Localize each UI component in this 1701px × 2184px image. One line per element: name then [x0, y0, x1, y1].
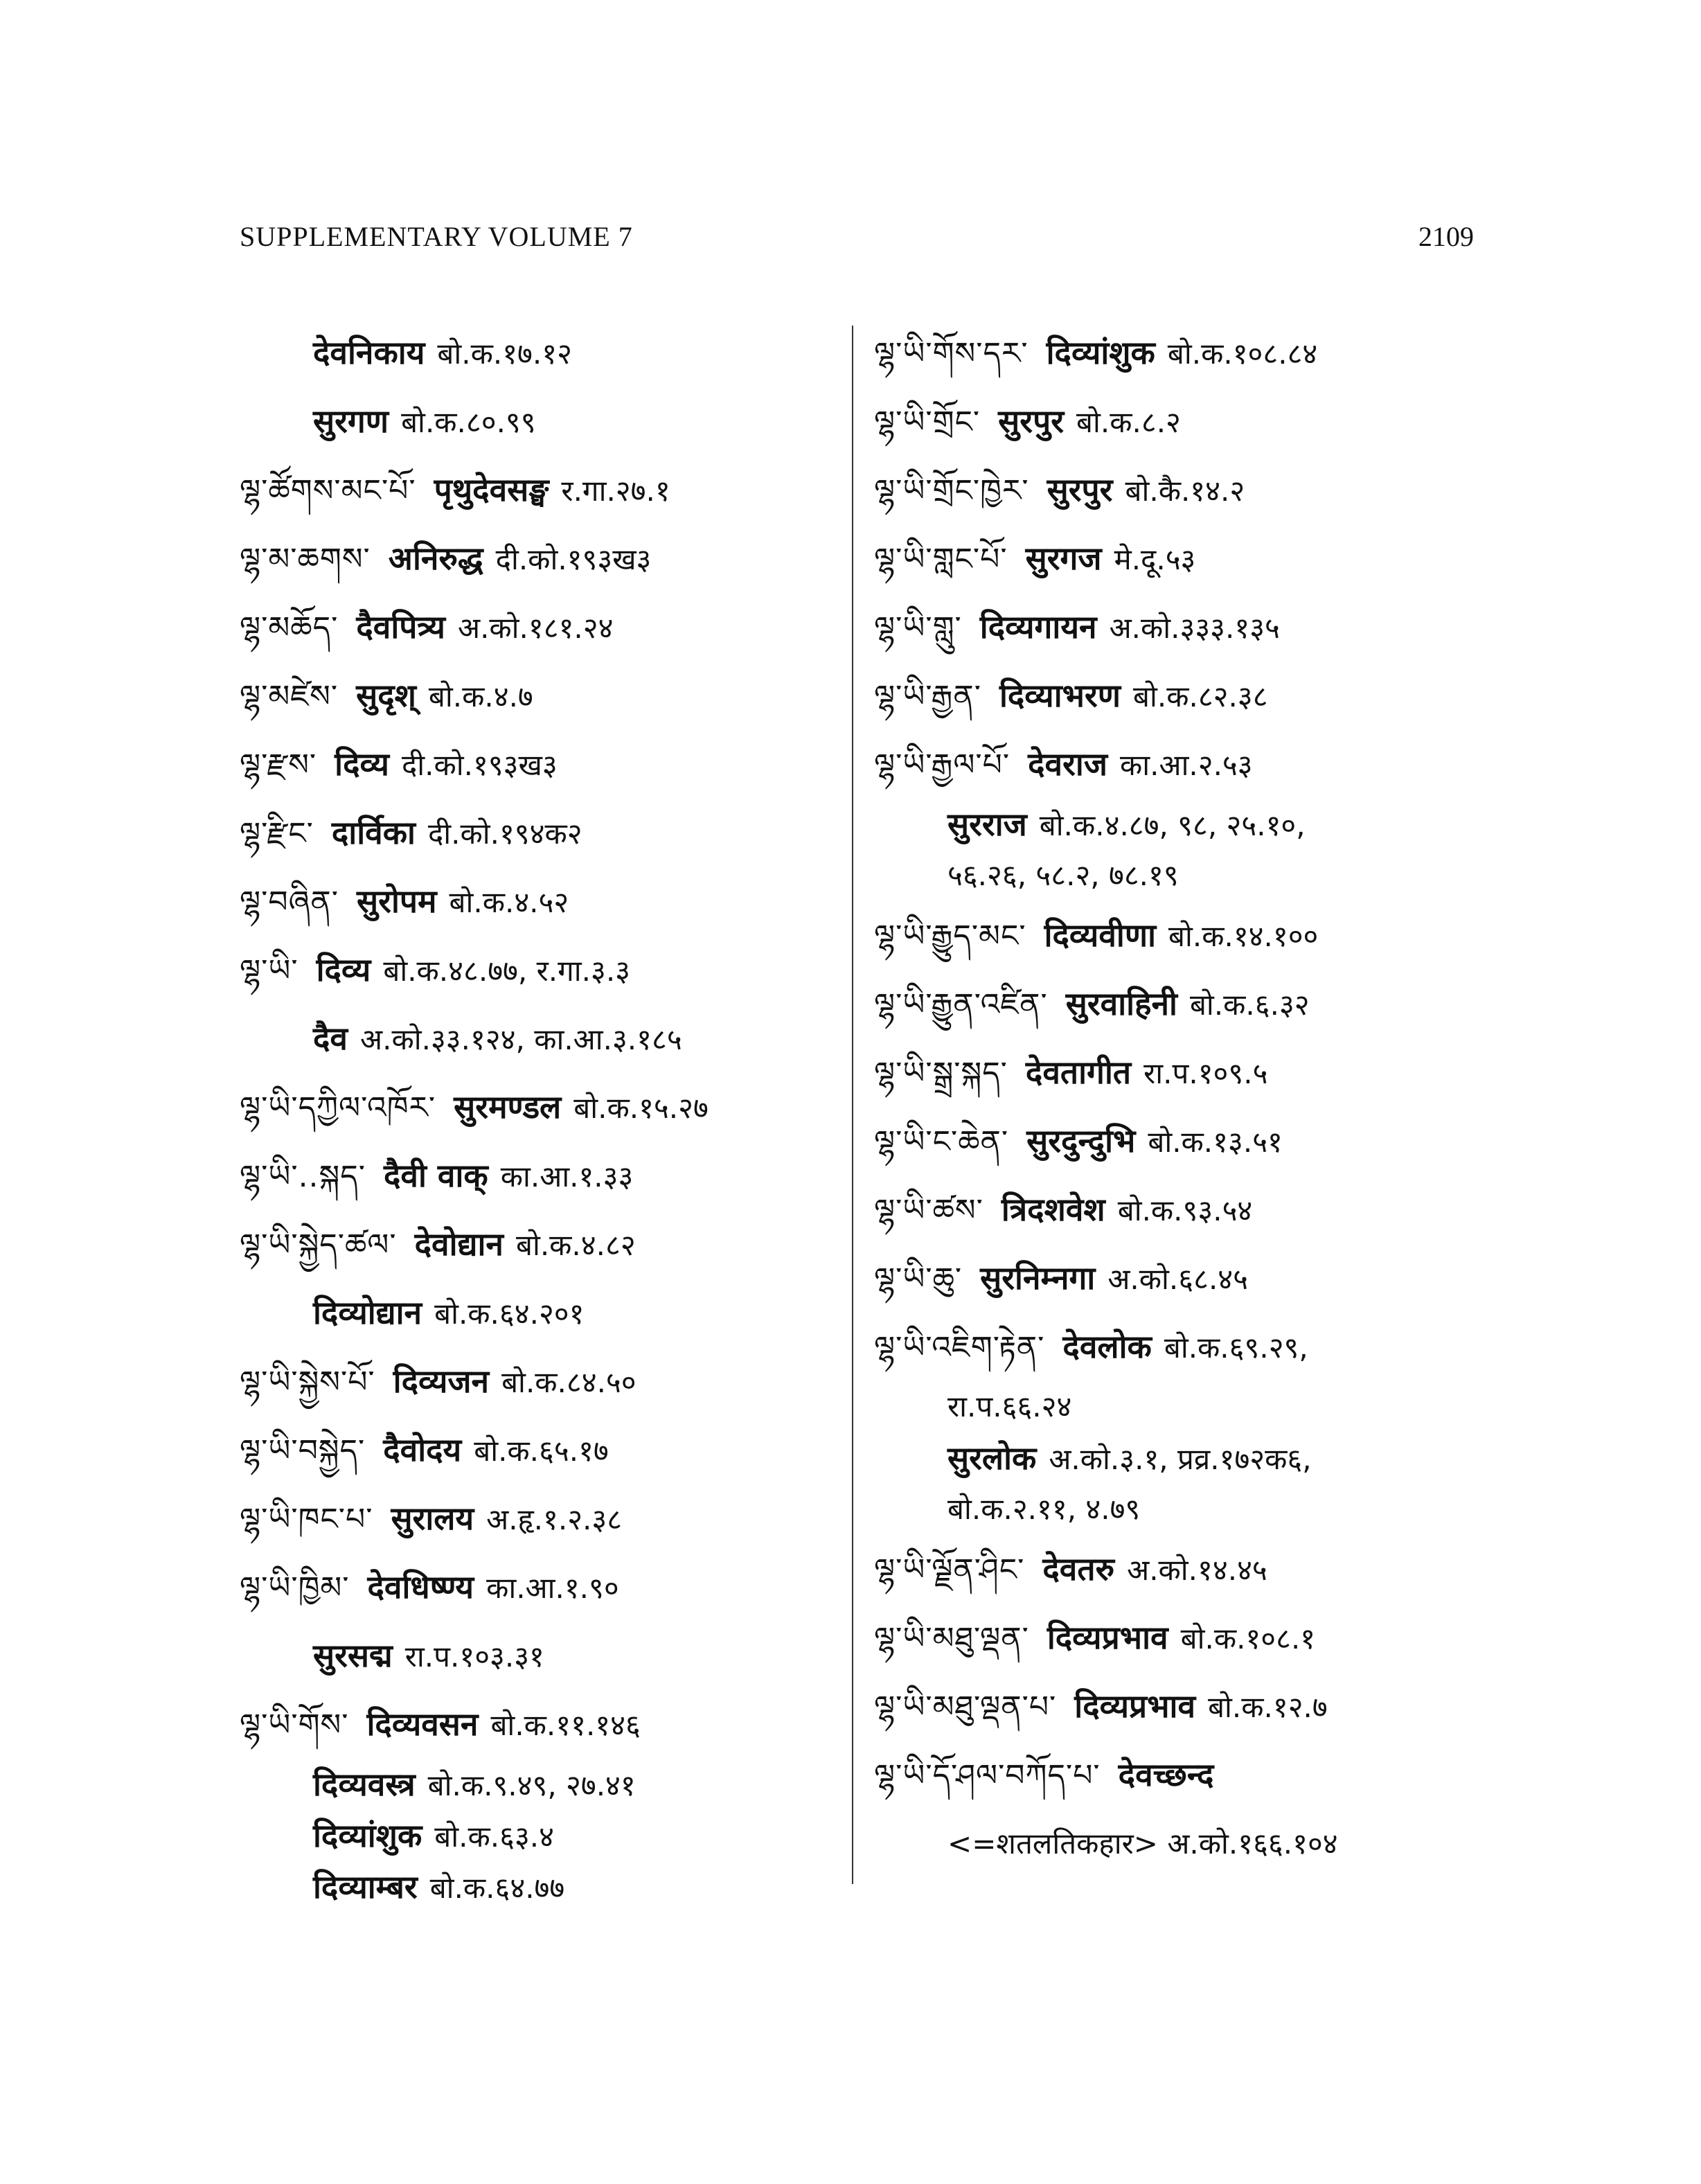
dictionary-entry [240, 1861, 835, 1912]
tibetan-headword: ལྷ་ཡི་ལྗོན་ཤིང་ [874, 1552, 1025, 1588]
sanskrit-equivalent: अनिरुद्ध [388, 540, 483, 577]
source-reference: का.आ.१.३३ [500, 1160, 634, 1193]
source-reference: बो.क.१५.२७ [573, 1091, 709, 1125]
sanskrit-equivalent: दिव्यवसन [366, 1705, 479, 1743]
source-reference: बो.क.२.११, ४.७९ [947, 1492, 1141, 1526]
tibetan-headword: ལྷ་ཚོགས་མང་པོ་ [240, 473, 416, 508]
sanskrit-equivalent: देवच्छन्द [1118, 1756, 1214, 1793]
sanskrit-equivalent: सुरपुर [1047, 471, 1113, 508]
dictionary-entry [874, 662, 1470, 730]
tibetan-headword: ལྷ་ཡི་སྐྱེད་ཚལ་ [240, 1227, 397, 1263]
sanskrit-equivalent: दिव्याम्बर [313, 1868, 418, 1906]
sanskrit-equivalent: सुरनिम्नगा [980, 1259, 1096, 1297]
dictionary-entry [240, 1347, 835, 1416]
source-reference: रा.प.६६.२४ [947, 1390, 1072, 1423]
tibetan-headword: ལྷ་ཡི་ཆུ་ [874, 1261, 963, 1297]
dictionary-entry [240, 1759, 835, 1810]
source-reference: र.गा.२७.१ [561, 474, 670, 508]
sanskrit-equivalent: दैव [313, 1020, 348, 1057]
tibetan-headword: ལྷ་ཡི་རྒྱལ་པོ་ [874, 747, 1010, 783]
sanskrit-equivalent: देवराज [1028, 745, 1107, 783]
sanskrit-equivalent: दिव्योद्यान [313, 1294, 422, 1331]
dictionary-entry [874, 1604, 1470, 1672]
sanskrit-equivalent: दार्विका [331, 814, 416, 851]
source-reference: बो.क.४.५२ [449, 885, 569, 919]
dictionary-entry [240, 1553, 835, 1622]
sanskrit-equivalent: देवलोक [1062, 1328, 1152, 1365]
tibetan-headword: ལྷ་ཡི་གྲོང་ [874, 405, 981, 440]
sanskrit-equivalent: सुरालय [391, 1500, 474, 1537]
dictionary-entry [874, 1107, 1470, 1175]
sanskrit-equivalent: सुरमण्डल [454, 1088, 562, 1126]
dictionary-entry [874, 1672, 1470, 1741]
dictionary-entry [240, 1622, 835, 1690]
sanskrit-equivalent: दिव्यप्रभाव [1074, 1687, 1196, 1725]
source-reference: ५६.२६, ५८.२, ७८.१९ [947, 858, 1179, 892]
sanskrit-equivalent: सुरसद्म [313, 1637, 393, 1674]
tibetan-headword: ལྷ་ཡི་ང་ཆེན་ [874, 1124, 1009, 1160]
source-reference: बो.क.४८.७७, र.गा.३.३ [383, 954, 631, 988]
dictionary-entry [240, 593, 835, 662]
tibetan-headword: ལྷ་ཡི་བསྐྱེད་ [240, 1433, 366, 1468]
sanskrit-equivalent: दैवोदय [383, 1431, 462, 1468]
source-reference: बो.क.६५.१७ [474, 1434, 609, 1468]
dictionary-entry [240, 1484, 835, 1553]
dictionary-entry [240, 319, 835, 387]
tibetan-headword: ལྷ་ཡི་གྲོང་ཁྱེར་ [874, 473, 1029, 508]
dictionary-entry [874, 387, 1470, 456]
tibetan-headword: ལྷ་མཆོད་ [240, 610, 339, 646]
dictionary-entry [874, 1809, 1470, 1878]
dictionary-entry [874, 1244, 1470, 1313]
source-reference: अ.को.६८.४५ [1107, 1262, 1248, 1296]
dictionary-entry [874, 1484, 1470, 1535]
sanskrit-equivalent: दिव्य [316, 951, 371, 988]
source-reference: बो.क.१४.१०० [1168, 919, 1319, 953]
dictionary-entry [240, 1142, 835, 1210]
tibetan-headword: ལྷ་ཡི་མཐུ་ལྡན་ [874, 1621, 1029, 1656]
tibetan-headword: ལྷ་ཡི་ [240, 953, 299, 988]
tibetan-headword: ལྷ་རྫིང་ [240, 816, 314, 851]
left-column [240, 319, 835, 1912]
source-reference: रा.प.१०३.३१ [404, 1640, 544, 1673]
source-reference: दी.को.१९४क२ [427, 817, 582, 851]
sanskrit-equivalent: दिव्यगायन [979, 608, 1097, 646]
source-reference: बो.क.९३.५४ [1117, 1193, 1253, 1227]
source-reference: बो.क.८४.५० [501, 1365, 636, 1399]
tibetan-headword: ལྷ་ཡི་ཁང་པ་ [240, 1502, 373, 1537]
source-reference: दी.को.१९३ख३ [401, 748, 558, 782]
source-reference: दी.को.१९३ख३ [495, 542, 652, 576]
sanskrit-equivalent: दिव्यजन [393, 1362, 490, 1400]
tibetan-headword: ལྷ་ཡི་ཚས་ [874, 1193, 983, 1228]
dictionary-entry [240, 1279, 835, 1347]
source-reference: बो.क.१०८.१ [1180, 1622, 1316, 1655]
right-column [874, 319, 1470, 1878]
source-reference: का.आ.१.९० [486, 1571, 619, 1605]
running-header: SUPPLEMENTARY VOLUME 7 [240, 221, 633, 252]
dictionary-entry [240, 1073, 835, 1142]
source-reference: बो.कै.१४.२ [1125, 474, 1245, 508]
dictionary-entry [874, 1313, 1470, 1381]
dictionary-entry [874, 1432, 1470, 1484]
source-reference: बो.क.६४.७७ [429, 1871, 565, 1905]
source-reference: अ.को.३३३.१३५ [1109, 611, 1280, 645]
source-reference: बो.क.४.७ [428, 680, 533, 713]
tibetan-headword: ལྷ་མཛེས་ [240, 679, 339, 714]
sanskrit-equivalent: दिव्याभरण [999, 677, 1121, 714]
dictionary-entry [874, 850, 1470, 901]
dictionary-entry [240, 799, 835, 867]
dictionary-entry [874, 319, 1470, 387]
dictionary-entry [874, 456, 1470, 524]
tibetan-headword: ལྷ་བཞིན་ [240, 885, 339, 920]
tibetan-headword: ལྷ་ཡི་གླུ་ [874, 610, 962, 646]
tibetan-headword: ལྷ་ཡི་ཁྱིམ་ [240, 1570, 350, 1606]
source-reference: मे.दू.५३ [1114, 542, 1196, 576]
sanskrit-equivalent: दिव्यांशुक [1046, 334, 1155, 371]
sanskrit-equivalent: दैवी वाक् [383, 1157, 488, 1194]
dictionary-entry [874, 593, 1470, 662]
dictionary-entry [240, 1210, 835, 1279]
dictionary-entry [874, 524, 1470, 593]
dictionary-entry [240, 1690, 835, 1759]
dictionary-entry [874, 970, 1470, 1038]
source-reference: अ.हृ.१.२.३८ [486, 1502, 623, 1536]
dictionary-entry [240, 524, 835, 593]
source-reference: अ.को.१४.४५ [1127, 1553, 1267, 1587]
sanskrit-equivalent: सुरवाहिनी [1065, 985, 1177, 1022]
sanskrit-equivalent: दैवपित्र्य [356, 608, 445, 646]
source-reference: <=शतलतिकहार> अ.को.१६६.१०४ [947, 1827, 1338, 1861]
sanskrit-equivalent: दिव्यवीणा [1044, 916, 1156, 954]
source-reference: बो.क.४.८२ [515, 1228, 636, 1262]
tibetan-headword: ལྷ་ཡི་རྒྱན་ [874, 679, 981, 714]
dictionary-entry [874, 1038, 1470, 1107]
sanskrit-equivalent: सुदृश् [356, 677, 416, 714]
source-reference: बो.क.८०.९९ [401, 405, 536, 439]
dictionary-entry [874, 1535, 1470, 1604]
tibetan-headword: ལྷ་ཡི་རྒྱུན་འཛིན་ [874, 987, 1048, 1022]
sanskrit-equivalent: सुरदुन्दुभि [1026, 1122, 1136, 1160]
tibetan-headword: ལྷ་ཡི་གླང་པོ་ [874, 542, 1008, 577]
source-reference: रा.प.१०९.५ [1143, 1056, 1268, 1090]
source-reference: अ.को.१८१.२४ [457, 611, 614, 645]
source-reference: अ.को.३३.१२४, का.आ.३.१८५ [360, 1022, 682, 1056]
sanskrit-equivalent: सुरलोक [947, 1439, 1037, 1477]
sanskrit-equivalent: पृथुदेवसङ्घ [434, 471, 549, 508]
sanskrit-equivalent: त्रिदशवेश [1001, 1191, 1105, 1228]
sanskrit-equivalent: दिव्य [335, 745, 389, 783]
dictionary-entry [240, 662, 835, 730]
source-reference: अ.को.३.१, प्रव्र.१७२क६, [1049, 1442, 1312, 1476]
tibetan-headword: ལྷ་ཡི་དཀྱིལ་འཁོར་ [240, 1090, 436, 1126]
dictionary-entry [240, 456, 835, 524]
source-reference: बो.क.१३.५१ [1148, 1125, 1283, 1159]
source-reference: बो.क.८२.३८ [1133, 680, 1268, 713]
source-reference: बो.क.६४.२०१ [434, 1297, 585, 1331]
source-reference: बो.क.१२.७ [1208, 1690, 1328, 1724]
sanskrit-equivalent: देवोद्यान [414, 1225, 504, 1263]
source-reference: बो.क.४.८७, ९८, २५.१०, [1039, 808, 1306, 842]
dictionary-entry [874, 799, 1470, 850]
tibetan-headword: ལྷ་ཡི་སྒྲ་སྐད་ [874, 1056, 1008, 1091]
dictionary-entry [240, 1004, 835, 1073]
tibetan-headword: ལྷ་ཡི་གོས་དར་ [874, 336, 1028, 371]
dictionary-entry [240, 387, 835, 456]
source-reference: बो.क.६३.४ [434, 1820, 554, 1854]
dictionary-entry [240, 936, 835, 1004]
tibetan-headword: ལྷ་ཡི་རྒྱུད་མང་ [874, 918, 1026, 954]
column-divider [852, 326, 853, 1884]
tibetan-headword: ལྷ་མ་ཆགས་ [240, 542, 371, 577]
sanskrit-equivalent: दिव्यांशुक [313, 1817, 422, 1854]
sanskrit-equivalent: सुरगज [1025, 540, 1102, 577]
source-reference: बो.क.८.२ [1076, 405, 1181, 439]
source-reference: बो.क.६९.२९, [1164, 1331, 1308, 1365]
sanskrit-equivalent: सुरपुर [998, 402, 1065, 440]
source-reference: बो.क.६.३२ [1189, 988, 1310, 1022]
dictionary-entry [240, 730, 835, 799]
tibetan-headword: ལྷ་ཡི་སྐྱེས་པོ་ [240, 1365, 375, 1400]
source-reference: का.आ.२.५३ [1119, 748, 1253, 782]
dictionary-entry [240, 1416, 835, 1484]
sanskrit-equivalent: दिव्यवस्त्र [313, 1766, 416, 1803]
dictionary-entry [240, 1810, 835, 1861]
sanskrit-equivalent: देवधिष्ण्य [367, 1568, 474, 1606]
dictionary-entry [874, 730, 1470, 799]
dictionary-entry [240, 867, 835, 936]
sanskrit-equivalent: सुरोपम [357, 882, 437, 920]
sanskrit-equivalent: सुरराज [947, 806, 1027, 843]
tibetan-headword: ལྷ་ཡི་འཇིག་རྟེན་ [874, 1330, 1045, 1365]
dictionary-entry [874, 1741, 1470, 1809]
dictionary-entry [874, 901, 1470, 970]
tibetan-headword: ལྷ་ཡི་དོ་ཤལ་བཀོད་པ་ [874, 1758, 1101, 1793]
sanskrit-equivalent: देवनिकाय [313, 334, 425, 371]
tibetan-headword: ལྷ་ཡི་མཐུ་ལྡན་པ་ [874, 1689, 1057, 1725]
sanskrit-equivalent: देवतरु [1042, 1550, 1115, 1588]
page-number: 2109 [1418, 221, 1474, 252]
source-reference: बो.क.१७.१२ [437, 337, 572, 371]
source-reference: बो.क.९.४९, २७.४१ [427, 1768, 636, 1802]
tibetan-headword: ལྷ་རྫས་ [240, 747, 317, 783]
dictionary-entry [874, 1381, 1470, 1432]
tibetan-headword: ལྷ་ཡི་..སྐད་ [240, 1159, 366, 1194]
tibetan-headword: ལྷ་ཡི་གོས་ [240, 1707, 349, 1743]
sanskrit-equivalent: सुरगण [313, 402, 389, 440]
dictionary-entry [874, 1175, 1470, 1244]
sanskrit-equivalent: दिव्यप्रभाव [1047, 1619, 1168, 1656]
source-reference: बो.क.११.१४६ [490, 1708, 641, 1742]
source-reference: बो.क.१०८.८४ [1167, 337, 1318, 371]
sanskrit-equivalent: देवतागीत [1025, 1054, 1132, 1091]
